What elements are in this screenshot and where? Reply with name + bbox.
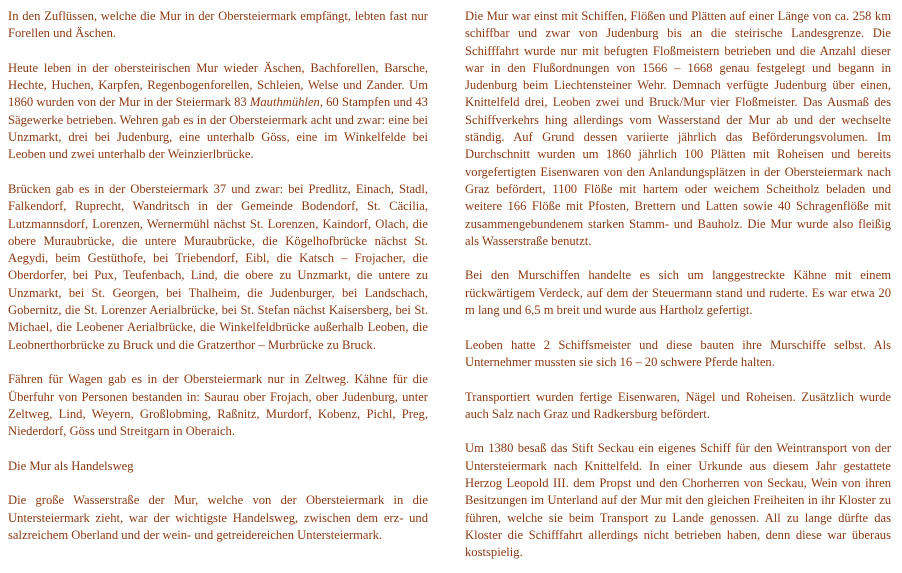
section-heading-trade-route: Die Mur als Handelsweg (8, 458, 134, 473)
paragraph-transported-goods: Transportiert wurden fertige Eisenwaren, Nägel und Roheisen. Zusätzlich wurde auch Salz nach Graz und Radkersburg befördert. (465, 389, 891, 421)
paragraph-ferries: Fähren für Wagen gab es in der Obersteiermark nur in Zeltweg. Kähne für die Überfuhr von Personen bestanden in: Saurau ober Frojach, ober Judenburg, unter Zeltweg, Lind, Weyern, Großlobming, Raßnitz, Murdorf, Kobenz, Pichl, Preg, Niederdorf, Göss und Streitgarn in Oberaich. (8, 372, 428, 439)
paragraph-leoben-shipmasters: Leoben hatte 2 Schiffsmeister und diese bauten ihre Murschiffe selbst. Als Unternehmer mussten sie sich 16 – 20 schwere Pferde halten. (465, 337, 891, 369)
paragraph-fish-today (8, 60, 428, 164)
paragraph-fish-tributaries: In den Zuflüssen, welche die Mur in der Obersteiermark empfängt, lebten fast nur Forellen und Äschen. (8, 9, 428, 41)
paragraph-mur-ships: Bei den Murschiffen handelte es sich um langgestreckte Kähne mit einem rückwärtigem Verdeck, auf dem der Steuermann stand und ruderte. Es war etwa 20 m lang und 6,5 m breit und wurde aus Hartholz gefertigt. (465, 268, 891, 318)
paragraph-navigation: Die Mur war einst mit Schiffen, Flößen und Plätten auf einer Länge von ca. 258 km schiffbar und zwar von Judenburg bis an die steirische Landesgrenze. Die Schifffahrt wurde nur mit befugten Floßmeistern betrieben und die Anzahl dieser war in den Flußordnungen von 1566 – 1668 genau festgelegt und begann in Judenburg beim Liechtensteiner Wehr. Demnach verfügte Judenburg über einen, Knittelfeld drei, Leoben zwei und Bruck/Mur vier Floßmeister. Das Ausmaß des Schiffverkehrs hing allerdings vom Wasserstand der Mur ab und der wechselte ständig. Auf Grund dessen variierte jährlich das Beförderungsvolumen. Im Durchschnitt wurden um 1860 jährlich 100 Plätten mit Roheisen und bereits vorgefertigten Eisenwaren von den Anlandungsplätzen in der Obersteiermark nach Graz befördert, 1100 Flöße mit hartem oder weichem Scheitholz beladen und weitere 166 Flöße mit Pfosten, Brettern und Latten sowie 40 Schragenflöße mit zusammengebundenem starken Stamm- und Bauholz. Die Mur wurde also fleißig als Wasserstraße benutzt. (465, 9, 891, 248)
paragraph-waterway: Die große Wasserstraße der Mur, welche von der Obersteiermark in die Untersteiermark zieht, war der wichtigste Handelsweg, zwischen dem erz- und salzreichem Oberland und der wein- und getreidereichen Untersteiermark. (8, 493, 428, 542)
paragraph-fish-today-part1: Heute leben in der obersteirischen Mur wieder Äschen, Bachforellen, Barsche, Hechte, Huchen, Karpfen, Regenbogenforellen, Schleien, Welse und Zander. Um 1860 wurden von der Mur in der Steiermark 83 (8, 60, 428, 110)
left-text-column (8, 8, 428, 544)
paragraph-fish-today-part2: 60 Stampfen und 43 Sägewerke betrieben. Wehren gab es in der Obersteiermark acht und zwar: eine bei Unzmarkt, drei bei Judenburg, eine unterhalb Göss, eine im Winkelfelde bei Leoben und zwei unterhalb der Weinzierlbrücke. (8, 95, 428, 162)
mauthmuehlen-emphasis: Mauthmühlen, (249, 95, 323, 110)
paragraph-bridges: Brücken gab es in der Obersteiermark 37 und zwar: bei Predlitz, Einach, Stadl, Falkendorf, Ruprecht, Wandritsch in der Gemeinde Bodendorf, St. Cäcilia, Lutzmannsdorf, Lorenzen, Wernermühl nächst St. Lorenzen, Kaindorf, Olach, die obere Muraubrücke, die untere Muraubrücke, die Kögelhofbrücke nächst St. Aegydi, beim Gestüthofe, bei Triebendorf, Eibl, die Katsch – Frojacher, die Oberdorfer, bei Pux, Teufenbach, Lind, die obere zu Unzmarkt, die untere zu Unzmarkt, bei St. Georgen, bei Thalheim, die Judenburger, bei Landschach, Gobernitz, die St. Lorenzer Aerialbrücke, bei St. Stefan nächst Kaisersberg, bei St. Michael, die Leobener Aerialbrücke, die Winkelfeldbrücke außerhalb Leoben, die Leobnerthorbrücke zu Bruck und die Gratzerthor – Murbrücke zu Bruck. (8, 181, 428, 352)
paragraph-seckau-wine: Um 1380 besaß das Stift Seckau ein eigenes Schiff für den Weintransport von der Untersteiermark nach Knittelfeld. In einer Urkunde aus diesem Jahr gestattete Herzog Leopold III. dem Propst und den Chorherren von Seckau, Wein von ihren Besitzungen im Unterland auf der Mur mit den gleichen Freiheiten in ihr Kloster zu führen, welche sie beim Transport zu Lande genossen. All zu lange dürfte das Kloster die Schifffahrt allerdings nicht betrieben haben, denn diese war überaus kostspielig. (465, 441, 891, 560)
right-text-column (465, 8, 891, 562)
